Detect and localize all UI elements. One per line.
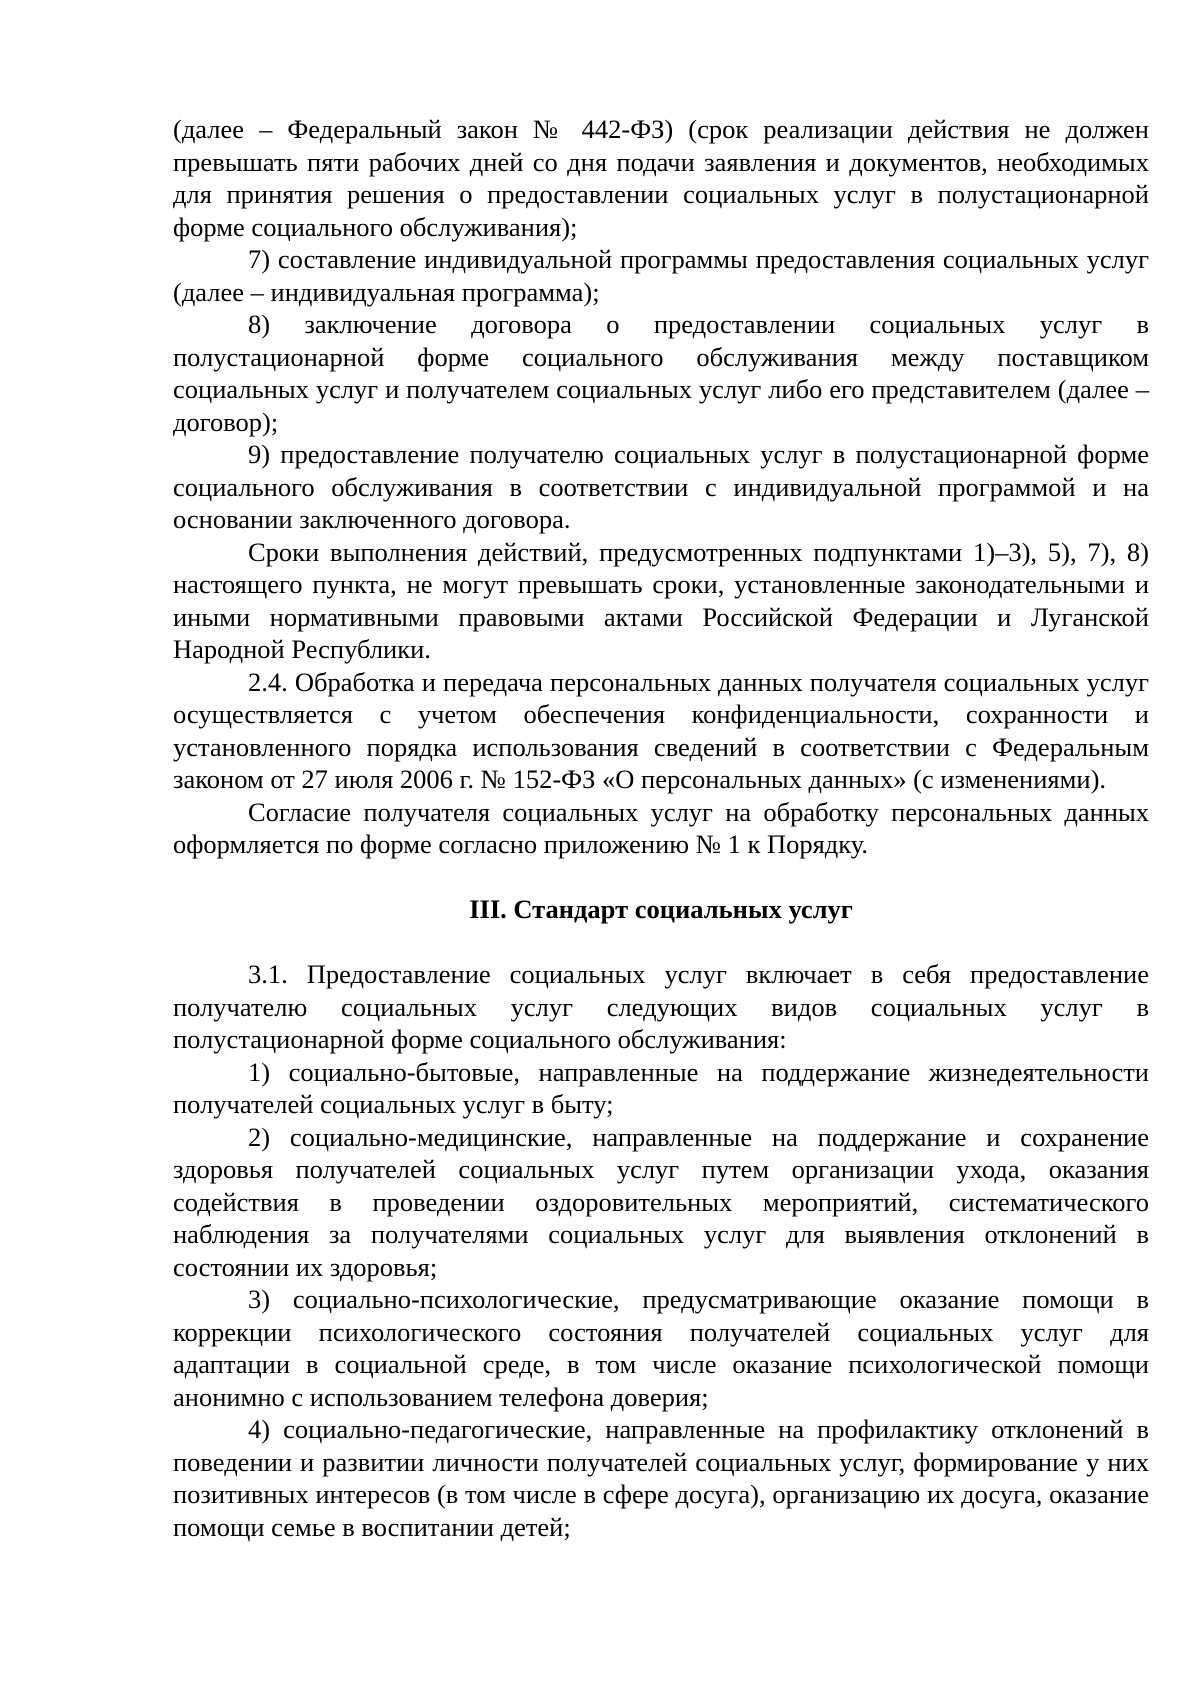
paragraph-service-4: 4) социально-педагогические, направленные на профилактику отклонений в поведении и развитии личности получателей социальных услуг, формирование у них позитивных интересов (в том числе в сфере досуга), организацию их досуга, оказание помощи семье в воспитании детей; <box>173 1414 1149 1542</box>
paragraph-deadlines: Сроки выполнения действий, предусмотренных подпунктами 1)–3), 5), 7), 8) настоящего пункта, не могут превышать сроки, установленные законодательными и иными нормативными правовыми актами Российской Федерации и Луганской Народной Республики. <box>173 536 1149 664</box>
paragraph-item-8: 8) заключение договора о предоставлении социальных услуг в полустационарной форме социального обслуживания между поставщиком социальных услуг и получателем социальных услуг либо его представителем (далее – договор); <box>173 309 1149 437</box>
paragraph-2-4: 2.4. Обработка и передача персональных данных получателя социальных услуг осуществляется с учетом обеспечения конфиденциальности, сохранности и установленного порядка использования сведений в соответствии с Федеральным законом от 27 июля 2006 г. № 152-ФЗ «О персональных данных» (с изменениями). <box>173 666 1149 794</box>
document-page <box>173 113 1149 1543</box>
paragraph-item-9: 9) предоставление получателю социальных услуг в полустационарной форме социального обслуживания в соответствии с индивидуальной программой и на основании заключенного договора. <box>173 439 1149 534</box>
paragraph-consent: Согласие получателя социальных услуг на обработку персональных данных оформляется по форме согласно приложению № 1 к Порядку. <box>173 796 1149 859</box>
section-heading: III. Стандарт социальных услуг <box>469 893 853 924</box>
paragraph-service-2: 2) социально-медицинские, направленные на поддержание и сохранение здоровья получателей социальных услуг путем организации ухода, оказания содействия в проведении оздоровительных мероприятий, систематического наблюдения за получателями социальных услуг для выявления отклонений в состоянии их здоровья; <box>173 1121 1149 1282</box>
paragraph-service-3: 3) социально-психологические, предусматривающие оказание помощи в коррекции психологического состояния получателей социальных услуг для адаптации в социальной среде, в том числе оказание психологической помощи анонимно с использованием телефона доверия; <box>173 1284 1149 1412</box>
paragraph-item-7: 7) составление индивидуальной программы предоставления социальных услуг (далее – индивидуальная программа); <box>173 244 1149 307</box>
paragraph-service-1: 1) социально-бытовые, направленные на поддержание жизнедеятельности получателей социальных услуг в быту; <box>173 1056 1149 1119</box>
paragraph-3-1: 3.1. Предоставление социальных услуг включает в себя предоставление получателю социальных услуг следующих видов социальных услуг в полустационарной форме социального обслуживания: <box>173 959 1149 1054</box>
paragraph-continuation-442fz: (далее – Федеральный закон № 442-ФЗ) (срок реализации действия не должен превышать пяти рабочих дней со дня подачи заявления и документов, необходимых для принятия решения о предоставлении социальных услуг в полустационарной форме социального обслуживания); <box>173 114 1149 242</box>
